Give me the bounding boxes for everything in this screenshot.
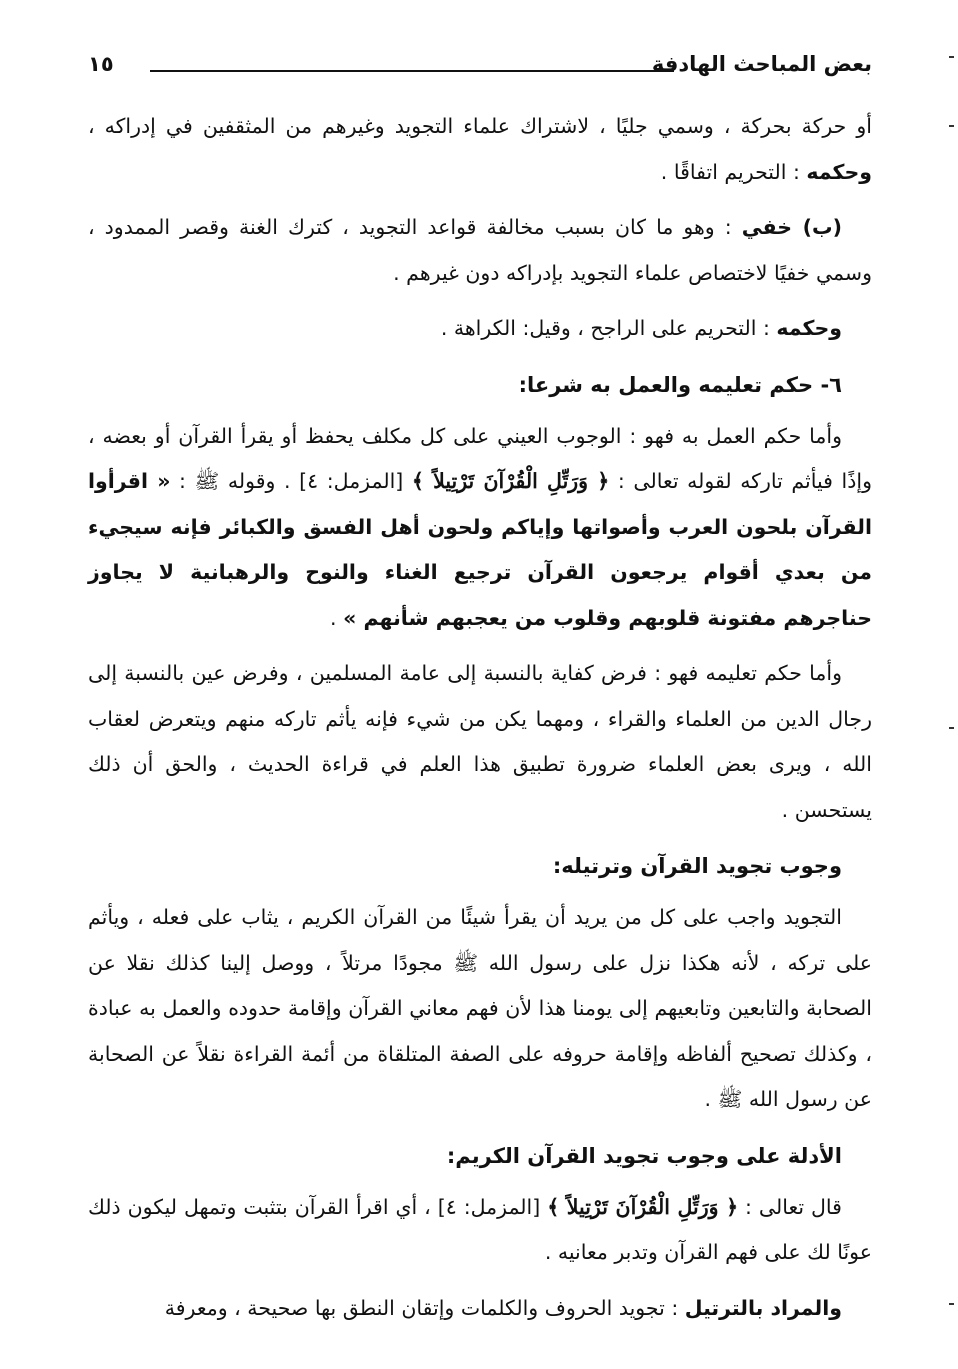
paragraph-1-label: وحكمه (806, 159, 872, 184)
paragraph-5: وأما حكم تعليمه فهو : فرض كفاية بالنسبة إلى عامة المسلمين ، وفرض عين بالنسبة إلى رجال الدين من العلماء والقراء ، ومهما يكن من شيء فإنه يأثم تاركه منهم ويتعرض لعقاب الله ، ويرى بعض العلماء ضرورة تطبيق هذا العلم في قراءة الحديث ، والحق أن ذلك يستحسن . (88, 661, 872, 822)
page-body (88, 104, 872, 1341)
section-heading-teaching-ruling: ٦- حكم تعليمه والعمل به شرعا: (518, 372, 842, 397)
paragraph-1-rest: : التحريم اتفاقًا . (660, 159, 807, 184)
paragraph-2-rest: : وهو ما كان بسبب مخالفة قواعد التجويد ، كترك الغنة وقصر الممدود ، وسمي خفيًا لاختصاص علماء التجويد بإدراكه دون غيرهم . (88, 215, 872, 285)
running-header (88, 52, 872, 88)
paragraph-8-label: والمراد بالترتيل (684, 1295, 842, 1320)
section-heading-evidence: الأدلة على وجوب تجويد القرآن الكريم: (446, 1143, 842, 1168)
paragraph-1 (88, 104, 872, 195)
paragraph-4 (88, 414, 872, 642)
header-rule (150, 70, 674, 72)
page-number: ١٥ (88, 52, 114, 76)
paragraph-2 (88, 205, 872, 296)
paragraph-4-c: . (330, 605, 344, 630)
paragraph-7-b: [المزمل: ٤] ، أي اقرأ القرآن بتثبت وتمهل ليكون ذلك عونًا لك على فهم القرآن وتدبر معانيه . (88, 1194, 872, 1264)
paragraph-4-a: وأما حكم العمل به فهو : الوجوب العيني على كل مكلف يحفظ أو يقرأ القرآن أو بعضه ، وإذًا فيأثم تاركه لقوله تعالى : (88, 423, 872, 493)
margin-mark (949, 1303, 954, 1305)
paragraph-2-label: (ب) خفي (741, 215, 842, 239)
margin-mark (949, 727, 954, 729)
paragraph-7-a: قال تعالى : (738, 1194, 842, 1219)
paragraph-3 (88, 306, 872, 352)
paragraph-4-b: [المزمل: ٤] . وقوله ﷺ : (170, 469, 412, 493)
paragraph-8 (88, 1286, 872, 1332)
paragraph-7 (88, 1185, 872, 1276)
book-page (88, 40, 872, 1340)
paragraph-8-rest: : تجويد الحروف والكلمات وإتقان النطق بها صحيحة ، ومعرفة (164, 1295, 685, 1320)
paragraph-7-ayah: ﴿ وَرَتِّلِ الْقُرْآنَ تَرْتِيلاً ﴾ (547, 1194, 739, 1219)
paragraph-6: التجويد واجب على كل من يريد أن يقرأ شيئًا من القرآن الكريم ، يثاب على فعله ، ويأثم على تركه ، لأنه هكذا نزل على رسول الله ﷺ مجودًا مرتلاً ، ووصل إلينا كذلك نقلا عن الصحابة والتابعين وتابعيهم إلى يومنا هذا لأن فهم معاني القرآن وإقامة حدوده والعمل به عبادة ، وكذلك تصحيح ألفاظه وإقامة حروفه على الصفة المتلقاة من أئمة القراءة نقلاً عن الصحابة عن رسول الله ﷺ . (88, 905, 872, 1111)
margin-mark (949, 56, 954, 58)
paragraph-1-text: أو حركة بحركة ، وسمي جليًا ، لاشتراك علماء التجويد وغيرهم من المثقفين في إدراكه ، (88, 114, 872, 138)
header-title: بعض المباحث الهادفة (651, 52, 872, 76)
paragraph-3-label: وحكمه (776, 316, 842, 340)
paragraph-3-rest: : التحريم على الراجح ، وقيل: الكراهة . (440, 316, 777, 340)
margin-mark (949, 125, 954, 127)
paragraph-4-hadith: « اقرأوا القرآن بلحون العرب وأصواتها وإياكم ولحون أهل الفسق والكبائر فإنه سيجيء من بعدي أقوام يرجعون القرآن ترجيع الغناء والنوح والرهبانية لا يجاوز حناجرهم مفتونة قلوبهم وقلوب من يعجبهم شأنهم » (88, 469, 872, 630)
paragraph-4-ayah: ﴿ وَرَتِّلِ الْقُرْآنَ تَرْتِيلاً ﴾ (411, 469, 610, 493)
section-heading-obligation: وجوب تجويد القرآن وترتيله: (552, 854, 842, 878)
